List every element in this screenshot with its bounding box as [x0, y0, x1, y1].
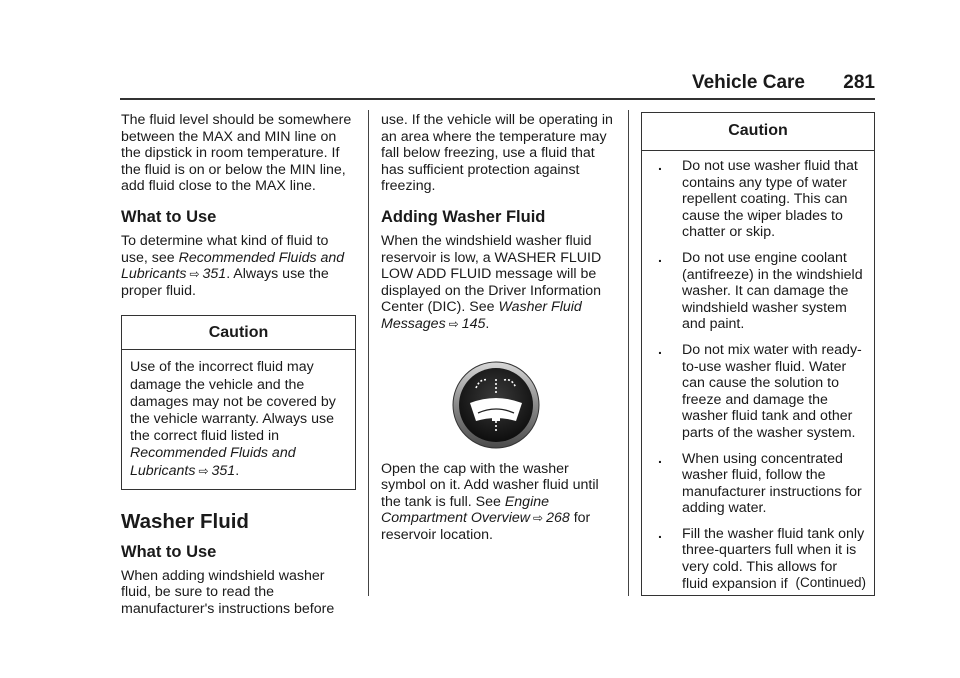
- washer-fluid-heading: Washer Fluid: [121, 509, 249, 533]
- washer-symbol-svg: [452, 361, 540, 449]
- page-ref-arrow-icon: ⇨: [448, 316, 459, 331]
- section-title: Vehicle Care: [691, 72, 805, 93]
- open-cap-paragraph: [381, 461, 616, 544]
- bullet-icon: .: [658, 341, 662, 358]
- caution-title-washer: Caution: [642, 113, 874, 151]
- what-to-use-text-end: . Always use the proper fluid.: [121, 266, 329, 299]
- recommended-fluids-link[interactable]: Recommended Fluids and Lubricants: [121, 249, 345, 283]
- bullet-text: Do not mix water with ready-to-use washer fluid. Water can cause the solution to freeze and damage the washer fluid tank and other parts of the washer system.: [682, 341, 862, 441]
- column-1: [121, 112, 356, 618]
- bullet-icon: .: [658, 450, 662, 467]
- caution-text: Use of the incorrect fluid may damage the vehicle and the damages may not be covered by the vehicle warranty. Always use the correct fluid listed in: [130, 359, 336, 445]
- adding-washer-paragraph: [381, 233, 616, 333]
- washer-fluid-messages-page-link[interactable]: 145: [461, 315, 486, 332]
- bullet-text: Do not use engine coolant (antifreeze) in the windshield washer. It can damage the windshield washer system and paint.: [682, 249, 863, 333]
- washer-fluid-symbol-icon: [452, 361, 540, 449]
- adding-text-start: When the windshield washer fluid reservoir is low, a WASHER FLUID LOW ADD FLUID message will be displayed on the Driver Information Center (DIC). See: [381, 232, 602, 316]
- page-ref-arrow-icon: ⇨: [533, 511, 544, 526]
- adding-washer-fluid-heading: Adding Washer Fluid: [381, 207, 546, 226]
- page-ref-arrow-icon: ⇨: [198, 463, 209, 478]
- what-to-use-text-start: To determine what kind of fluid to use, see: [121, 232, 329, 266]
- freezing-paragraph: use. If the vehicle will be operating in an area where the temperature may fall below freezing, use a fluid that has sufficient protection against freezing.: [381, 112, 613, 195]
- list-item: [650, 158, 866, 241]
- column-divider-2: [628, 110, 629, 596]
- what-to-use-paragraph: [121, 233, 356, 299]
- adding-text-end: .: [485, 315, 490, 332]
- column-divider-1: [368, 110, 369, 596]
- caution-box-fluid: [121, 315, 356, 489]
- fluid-level-paragraph: The fluid level should be somewhere between the MAX and MIN line on the dipstick in room temperature. If the fluid is on or below the MIN line, add fluid close to the MAX line.: [121, 112, 352, 195]
- washer-what-to-use-heading: What to Use: [121, 542, 217, 561]
- column-3: [641, 112, 875, 596]
- bullet-text: When using concentrated washer fluid, follow the manufacturer instructions for adding water.: [682, 450, 862, 517]
- caution-recommended-fluids-link[interactable]: Recommended Fluids and Lubricants: [130, 445, 296, 479]
- column-2: [381, 112, 616, 544]
- page-number: 281: [843, 72, 875, 93]
- bullet-text: Fill the washer fluid tank only three-quarters full when it is very cold. This allows for fluid expansion if: [682, 525, 865, 592]
- bullet-icon: .: [658, 249, 662, 266]
- header-rule: [120, 98, 875, 100]
- page-ref-arrow-icon: ⇨: [189, 267, 200, 282]
- bullet-icon: .: [658, 158, 662, 174]
- bullet-icon: .: [658, 525, 662, 542]
- caution-recommended-fluids-page-link[interactable]: 351: [211, 462, 236, 479]
- caution-bullet-list: [642, 151, 874, 592]
- list-item: [650, 342, 866, 442]
- caution-title: Caution: [122, 316, 355, 350]
- engine-compartment-page-link[interactable]: 268: [546, 510, 570, 527]
- list-item: [650, 451, 866, 517]
- caution-box-washer: [641, 112, 875, 596]
- caution-text-end: .: [235, 462, 240, 479]
- page-header: [120, 70, 875, 100]
- list-item: [650, 250, 866, 333]
- what-to-use-heading: What to Use: [121, 207, 217, 226]
- recommended-fluids-page-link[interactable]: 351: [202, 266, 227, 283]
- open-cap-text-start: Open the cap with the washer symbol on it. Add washer fluid until the tank is full. See: [381, 460, 599, 510]
- open-cap-text-end: for reservoir location.: [381, 510, 591, 543]
- washer-fluid-messages-link[interactable]: Washer Fluid Messages: [381, 299, 582, 332]
- engine-compartment-link[interactable]: Engine Compartment Overview: [381, 493, 550, 527]
- washer-intro-paragraph: When adding windshield washer fluid, be sure to read the manufacturer's instructions before: [121, 567, 335, 617]
- caution-body: [122, 350, 355, 488]
- bullet-text: Do not use washer fluid that contains any type of water repellent coating. This can cause the wiper blades to chatter or skip.: [682, 158, 858, 241]
- continued-label: (Continued): [795, 575, 866, 590]
